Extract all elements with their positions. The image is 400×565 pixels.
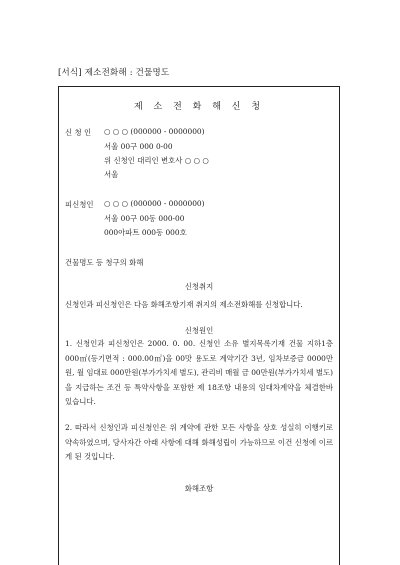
document-title: 제 소 전 화 해 신 청 bbox=[133, 102, 265, 112]
respondent-name: ○ ○ ○ (000000 - 0000000) bbox=[104, 199, 205, 208]
purpose-heading: 신청취지 bbox=[184, 282, 214, 291]
document-box bbox=[58, 86, 340, 565]
applicant-agent: 위 신청인 대리인 변호사 ○ ○ ○ bbox=[104, 156, 209, 165]
terms-heading: 화해조항 bbox=[184, 484, 214, 493]
purpose-text: 신청인과 피신청인은 다음 화해조항기재 취지의 제소전화해를 신청합니다. bbox=[65, 300, 303, 309]
case-name: 건물명도 등 청구의 화해 bbox=[65, 258, 144, 267]
respondent-label: 피신청인 bbox=[65, 200, 94, 209]
respondent-address-1: 서울 00구 00동 000-00 bbox=[104, 214, 185, 223]
applicant-name: ○ ○ ○ (000000 - 0000000) bbox=[104, 127, 205, 136]
applicant-agent-address: 서울 bbox=[104, 170, 119, 179]
cause-paragraph-2: 2. 따라서 신청인과 피신청인은 위 계약에 관한 모든 사항을 상호 성실히 이행키로 약속하였으며, 당사자간 아래 사항에 대해 화해성립이 가능하므로 이건 신청에 이르게 된 것입니다. bbox=[65, 423, 333, 461]
cause-heading: 신청원인 bbox=[184, 326, 214, 335]
form-label: [서식] 제소전화해 : 건물명도 bbox=[58, 68, 170, 78]
cause-paragraph-1: 1. 신청인과 피신청인은 2000. 0. 00. 신청인 소유 별지목록기재 건물 지하1층 000㎡(등기면적 : 000.00㎡)을 00맛 용도로 계약기간 3년, 임차보증금 0000만원, 월 임대료 000만원(부가가치세 별도), 관리비 매월 금 00만원(부가가치세 별도)을 지급하는 조건 등 특약사항을 포함한 제 18조항 내용의 임대차계약을 체결한바 있습니다. bbox=[65, 339, 333, 406]
respondent-address-2: 000아파트 000동 000호 bbox=[104, 228, 187, 237]
applicant-label: 신 청 인 bbox=[65, 128, 92, 137]
applicant-address: 서울 00구 000 0-00 bbox=[104, 142, 173, 151]
